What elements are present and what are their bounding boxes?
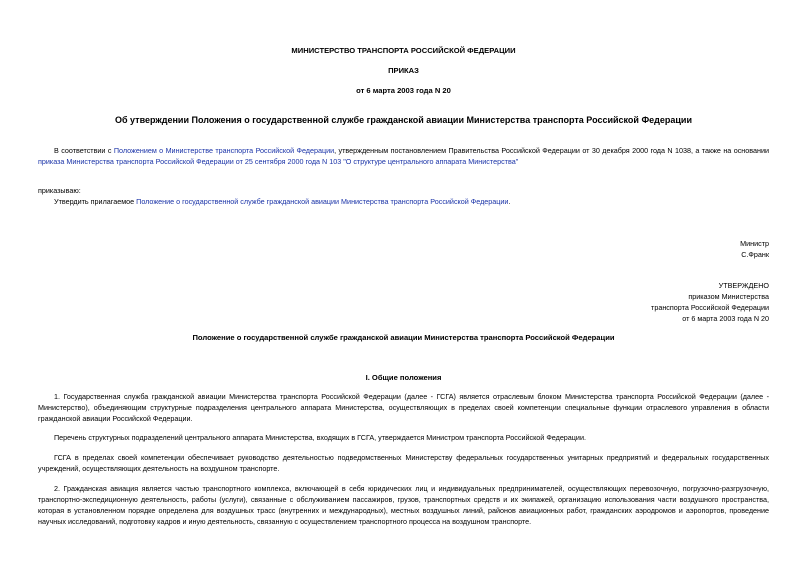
ministry-heading: МИНИСТЕРСТВО ТРАНСПОРТА РОССИЙСКОЙ ФЕДЕРАЦИИ: [291, 46, 516, 55]
link-order-103[interactable]: приказа Министерства транспорта Российской Федерации от 25 сентября 2000 года N 103 "О структуре центрального аппарата Министерства": [38, 157, 519, 166]
order-text-1: Утвердить прилагаемое: [54, 197, 137, 206]
prikazyvayu-label: приказываю:: [38, 186, 81, 195]
paragraph-4: 2. Гражданская авиация является частью транспортного комплекса, включающей в себя юридических лиц и индивидуальных предпринимателей, осуществляющих перевозочную, погрузочно-разгрузочную, транспортно-экспедиционную деятельность, работы (услуги), связанные с обслуживанием пассажиров, грузов, транспортных средств и их экипажей, организацию использования части воздушного пространства, которая в установленном порядке определена для воздушных трасс (внутренних и международных), местных воздушных линий, районов авиационных работ, гражданских аэродромов и аэропортов, проведение научных исследований, подготовку кадров и иную деятельность, связанную с осуществлением транспортного процесса на воздушном транспорте.: [38, 484, 769, 526]
regulation-title: Положение о государственной службе гражданской авиации Министерства транспорта Российской Федерации: [192, 333, 615, 342]
order-title: Об утверждении Положения о государственной службе гражданской авиации Министерства транспорта Российской Федерации: [115, 115, 692, 125]
order-paragraph: [54, 196, 510, 207]
date-number-heading: от 6 марта 2003 года N 20: [356, 86, 451, 95]
approval-line-1: УТВЕРЖДЕНО: [718, 281, 769, 290]
preamble-text-3: , а также на основании: [690, 146, 769, 155]
paragraph-1: 1. Государственная служба гражданской авиации Министерства транспорта Российской Федерации (далее - ГСГА) является отраслевым блоком Министерства транспорта Российской Федерации (далее - Министерство), объединяющим структурные подразделения центрального аппарата Министерства, осуществляющих в пределах своей компетенции специальные функции отраслевого управления в области гражданской авиации Российской Федерации.: [38, 392, 769, 423]
order-text-2: .: [508, 197, 511, 206]
preamble-text-2: , утвержденным постановлением Правительства Российской Федерации от 30 декабря 2000 года N 1038: [334, 146, 691, 155]
doc-type-heading: ПРИКАЗ: [388, 66, 419, 75]
paragraph-3: ГСГА в пределах своей компетенции обеспечивает руководство деятельностью подведомственных Министерству федеральных государственных унитарных предприятий и федеральных государственных учреждений, осуществляющих деятельность на воздушном транспорте.: [38, 453, 769, 473]
preamble-paragraph: [38, 145, 769, 167]
section-title: I. Общие положения: [365, 373, 442, 382]
preamble-text-1: В соответствии с: [54, 146, 114, 155]
approval-line-2: приказом Министерства: [688, 292, 769, 301]
signature-role: Министр: [740, 239, 769, 248]
link-regulation-gsga[interactable]: Положение о государственной службе гражданской авиации Министерства транспорта Российской Федерации: [136, 197, 509, 206]
paragraph-2: Перечень структурных подразделений центрального аппарата Министерства, входящих в ГСГА, утверждается Министром транспорта Российской Федерации.: [54, 433, 586, 442]
approval-line-4: от 6 марта 2003 года N 20: [682, 314, 769, 323]
link-regulation-ministry[interactable]: Положением о Министерстве транспорта Российской Федерации: [113, 146, 335, 155]
signature-name: С.Франк: [741, 250, 769, 259]
approval-line-3: транспорта Российской Федерации: [651, 303, 769, 312]
